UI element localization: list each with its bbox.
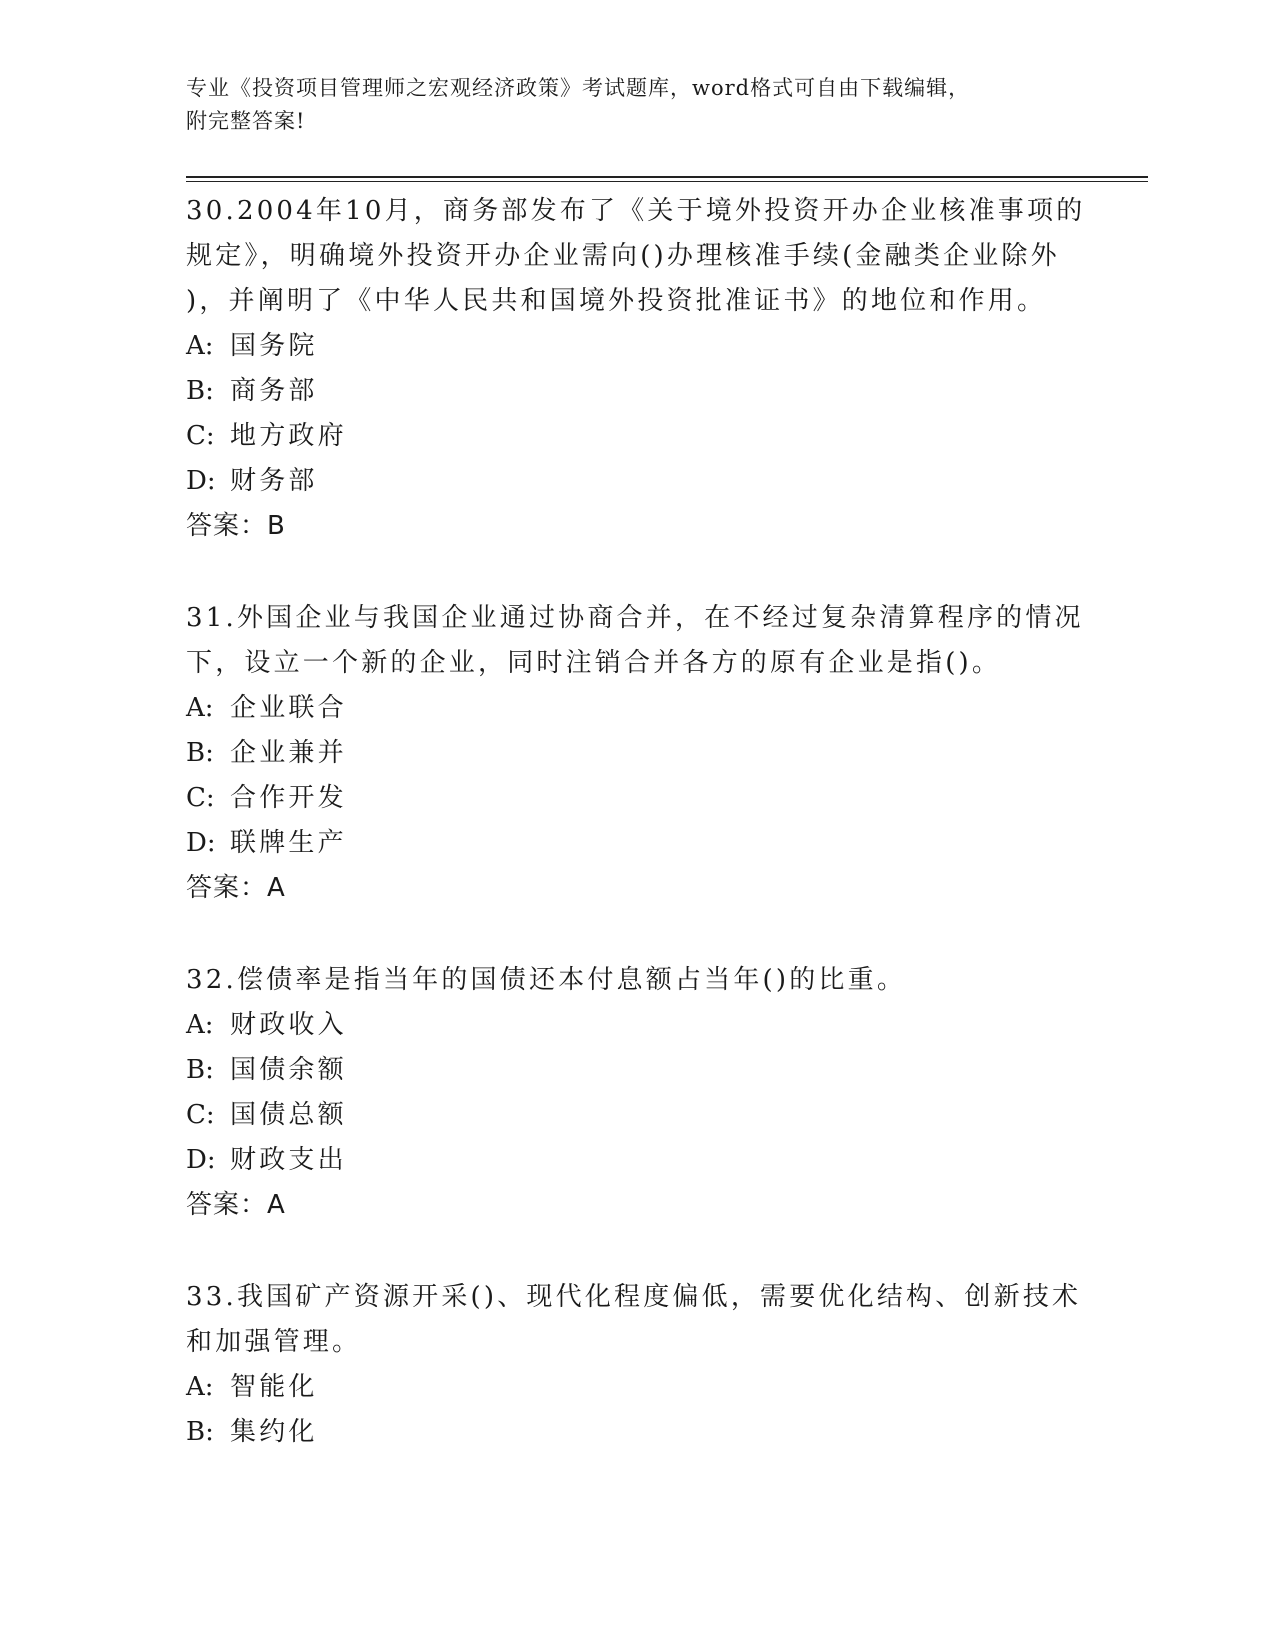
option-key: B: xyxy=(186,1417,214,1447)
option-text: 财政收入 xyxy=(230,1010,347,1040)
question-30 xyxy=(186,189,1086,549)
question-line: 下，设立一个新的企业，同时注销合并各方的原有企业是指()。 xyxy=(186,648,1002,678)
option-key: C: xyxy=(186,421,215,451)
option-d xyxy=(186,459,1086,504)
header-line-2: 附完整答案! xyxy=(186,109,306,133)
question-line: 31.外国企业与我国企业通过协商合并，在不经过复杂清算程序的情况 xyxy=(186,603,1084,633)
option-b xyxy=(186,1410,1086,1455)
question-line: 32.偿债率是指当年的国债还本付息额占当年()的比重。 xyxy=(186,965,907,995)
question-line: 规定》，明确境外投资开办企业需向()办理核准手续(金融类企业除外 xyxy=(186,241,1060,271)
option-key: B: xyxy=(186,1055,214,1085)
option-text: 企业联合 xyxy=(230,693,347,723)
option-text: 商务部 xyxy=(230,376,318,406)
option-text: 国债总额 xyxy=(230,1100,347,1130)
answer: 答案：A xyxy=(186,873,286,903)
option-a xyxy=(186,686,1086,731)
option-c xyxy=(186,776,1086,821)
option-key: A: xyxy=(186,1010,214,1040)
option-key: B: xyxy=(186,738,214,768)
question-text xyxy=(186,596,1086,686)
option-b xyxy=(186,1048,1086,1093)
question-line: )，并阐明了《中华人民共和国境外投资批准证书》的地位和作用。 xyxy=(186,286,1047,316)
question-31 xyxy=(186,596,1086,911)
option-c xyxy=(186,414,1086,459)
option-text: 集约化 xyxy=(230,1417,318,1447)
question-text xyxy=(186,958,1086,1003)
option-text: 财务部 xyxy=(230,466,318,496)
option-key: D: xyxy=(186,466,216,496)
option-text: 联牌生产 xyxy=(230,828,347,858)
option-d xyxy=(186,821,1086,866)
option-d xyxy=(186,1138,1086,1183)
option-key: A: xyxy=(186,1372,214,1402)
question-text xyxy=(186,1275,1086,1365)
option-b xyxy=(186,369,1086,414)
document-header xyxy=(186,72,1086,138)
option-a xyxy=(186,324,1086,369)
option-text: 国债余额 xyxy=(230,1055,347,1085)
answer: 答案：B xyxy=(186,511,286,541)
option-key: D: xyxy=(186,1145,216,1175)
option-text: 地方政府 xyxy=(230,421,347,451)
option-a xyxy=(186,1003,1086,1048)
option-key: A: xyxy=(186,693,214,723)
option-text: 企业兼并 xyxy=(230,738,347,768)
question-list xyxy=(186,189,1086,1502)
question-32 xyxy=(186,958,1086,1228)
option-text: 智能化 xyxy=(230,1372,318,1402)
option-text: 国务院 xyxy=(230,331,318,361)
option-key: C: xyxy=(186,783,215,813)
option-text: 合作开发 xyxy=(230,783,347,813)
option-key: A: xyxy=(186,331,214,361)
option-a xyxy=(186,1365,1086,1410)
question-33 xyxy=(186,1275,1086,1455)
question-line: 和加强管理。 xyxy=(186,1327,362,1357)
answer: 答案：A xyxy=(186,1190,286,1220)
option-key: B: xyxy=(186,376,214,406)
option-c xyxy=(186,1093,1086,1138)
option-key: D: xyxy=(186,828,216,858)
header-divider-thick xyxy=(186,176,1148,178)
option-b xyxy=(186,731,1086,776)
header-line-1: 专业《投资项目管理师之宏观经济政策》考试题库，word格式可自由下载编辑， xyxy=(186,76,971,100)
option-key: C: xyxy=(186,1100,215,1130)
question-line: 33.我国矿产资源开采()、现代化程度偏低，需要优化结构、创新技术 xyxy=(186,1282,1082,1312)
header-divider-thin xyxy=(186,181,1148,182)
question-line: 30.2004年10月，商务部发布了《关于境外投资开办企业核准事项的 xyxy=(186,196,1086,226)
question-text xyxy=(186,189,1086,324)
option-text: 财政支出 xyxy=(230,1145,347,1175)
